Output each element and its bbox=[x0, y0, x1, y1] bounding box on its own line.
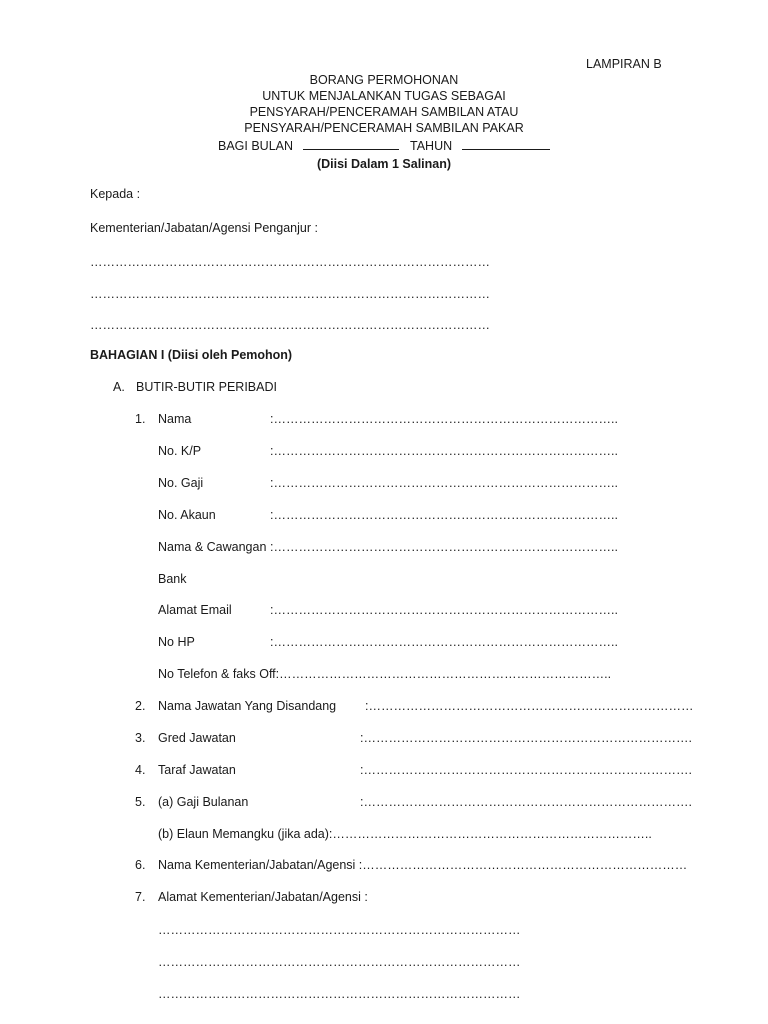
agency-organizer-label: Kementerian/Jabatan/Agensi Penganjur : bbox=[90, 221, 318, 235]
agency-dot-line-2[interactable]: …………………………………………………………………………………… bbox=[90, 287, 490, 301]
address-dot-line-1[interactable]: …………………………………………………………………………… bbox=[158, 923, 521, 937]
field-label-no-akaun: No. Akaun bbox=[158, 508, 216, 522]
item-4-number: 4. bbox=[135, 763, 146, 777]
address-dot-line-2[interactable]: …………………………………………………………………………… bbox=[158, 955, 521, 969]
field-value-nama[interactable]: :……………………………………………………………………….. bbox=[270, 412, 618, 426]
agency-dot-line-3[interactable]: …………………………………………………………………………………… bbox=[90, 318, 490, 332]
field-value-no-gaji[interactable]: :……………………………………………………………………….. bbox=[270, 476, 618, 490]
item-1-number: 1. bbox=[135, 412, 146, 426]
item-2-number: 2. bbox=[135, 699, 146, 713]
form-title-line-2: UNTUK MENJALANKAN TUGAS SEBAGAI bbox=[262, 89, 506, 103]
item-7-number: 7. bbox=[135, 890, 146, 904]
field-elaun-memangku[interactable]: (b) Elaun Memangku (jika ada):………………………………………………………………….. bbox=[158, 827, 652, 841]
field-value-nama-cawangan[interactable]: :……………………………………………………………………….. bbox=[270, 540, 618, 554]
field-value-no-hp[interactable]: :……………………………………………………………………….. bbox=[270, 635, 618, 649]
item-5-number: 5. bbox=[135, 795, 146, 809]
field-value-gred[interactable]: :……………………………………………………………………. bbox=[360, 731, 692, 745]
tahun-label: TAHUN bbox=[410, 139, 453, 153]
field-label-no-hp: No HP bbox=[158, 635, 195, 649]
field-nama-kementerian[interactable]: Nama Kementerian/Jabatan/Agensi :…………………………………………………………………… bbox=[158, 858, 688, 872]
field-label-no-kp: No. K/P bbox=[158, 444, 202, 458]
field-telefon-faks[interactable]: No Telefon & faks Off:…………………………………………………………………….. bbox=[158, 667, 612, 681]
sub-a-title: BUTIR-BUTIR PERIBADI bbox=[136, 380, 277, 394]
period-line bbox=[218, 139, 550, 153]
copies-note: (Diisi Dalam 1 Salinan) bbox=[316, 157, 452, 171]
field-value-taraf[interactable]: :……………………………………………………………………. bbox=[360, 763, 692, 777]
field-label-alamat-kementerian: Alamat Kementerian/Jabatan/Agensi : bbox=[158, 890, 368, 904]
lampiran-label: LAMPIRAN B bbox=[586, 57, 662, 71]
field-label-gred: Gred Jawatan bbox=[158, 731, 236, 745]
form-title-line-3: PENSYARAH/PENCERAMAH SAMBILAN ATAU bbox=[249, 105, 519, 119]
item-6-number: 6. bbox=[135, 858, 146, 872]
field-label-alamat-email: Alamat Email bbox=[158, 603, 232, 617]
field-value-jawatan[interactable]: :…………………………………………………………………… bbox=[365, 699, 694, 713]
field-value-gaji-bulanan[interactable]: :……………………………………………………………………. bbox=[360, 795, 692, 809]
item-3-number: 3. bbox=[135, 731, 146, 745]
month-blank[interactable] bbox=[303, 139, 399, 150]
section-1-title: BAHAGIAN I (Diisi oleh Pemohon) bbox=[90, 348, 293, 362]
address-dot-line-3[interactable]: …………………………………………………………………………… bbox=[158, 987, 521, 1001]
field-label-jawatan: Nama Jawatan Yang Disandang bbox=[158, 699, 337, 713]
field-label-taraf: Taraf Jawatan bbox=[158, 763, 236, 777]
bagi-bulan-label: BAGI BULAN bbox=[218, 139, 294, 153]
field-label-bank: Bank bbox=[158, 572, 187, 586]
field-value-no-kp[interactable]: :……………………………………………………………………….. bbox=[270, 444, 618, 458]
field-value-no-akaun[interactable]: :……………………………………………………………………….. bbox=[270, 508, 618, 522]
field-label-no-gaji: No. Gaji bbox=[158, 476, 204, 490]
field-value-alamat-email[interactable]: :……………………………………………………………………….. bbox=[270, 603, 618, 617]
kepada-label: Kepada : bbox=[90, 187, 141, 201]
field-label-nama: Nama bbox=[158, 412, 192, 426]
form-title-line-4: PENSYARAH/PENCERAMAH SAMBILAN PAKAR bbox=[244, 121, 524, 135]
field-label-gaji-bulanan: (a) Gaji Bulanan bbox=[158, 795, 249, 809]
year-blank[interactable] bbox=[462, 139, 550, 150]
agency-dot-line-1[interactable]: …………………………………………………………………………………… bbox=[90, 255, 490, 269]
form-title-line-1: BORANG PERMOHONAN bbox=[309, 73, 459, 87]
field-label-nama-cawangan: Nama & Cawangan bbox=[158, 540, 267, 554]
sub-a-letter: A. bbox=[113, 380, 125, 394]
